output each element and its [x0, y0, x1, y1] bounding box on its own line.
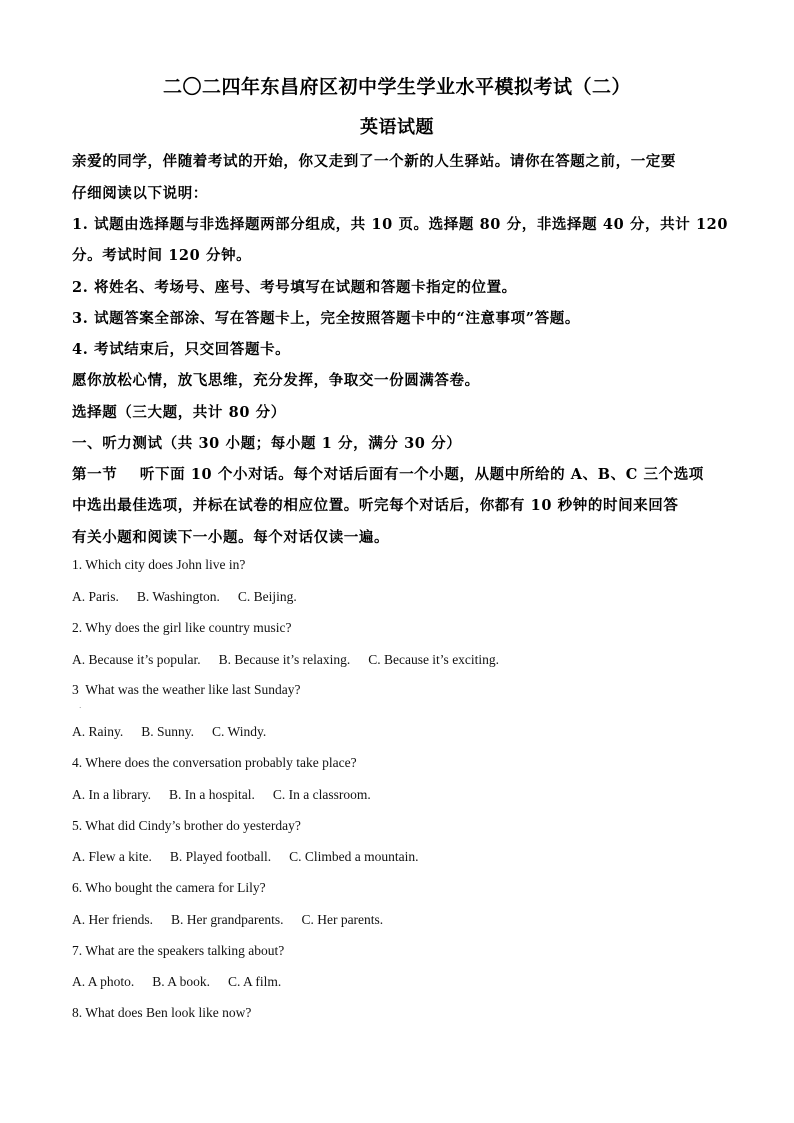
part1-heading: 一、听力测试（共 30 小题；每小题 1 分，满分 30 分）: [72, 435, 462, 452]
question-4: 4. Where does the conversation probably take place?: [72, 755, 357, 770]
question-1: 1. Which city does John live in?: [72, 557, 246, 572]
option-a: A. Her friends.: [72, 912, 153, 927]
question-2-options: [72, 652, 499, 668]
question-6: 6. Who bought the camera for Lily?: [72, 880, 266, 895]
question-1-options: [72, 589, 297, 605]
question-8: 8. What does Ben look like now?: [72, 1005, 252, 1020]
intro-line-2: 仔细阅读以下说明：: [72, 185, 208, 202]
option-a: A. In a library.: [72, 787, 151, 802]
option-b: B. A book.: [152, 974, 211, 989]
exam-title: 二〇二四年东昌府区初中学生学业水平模拟考试（二）: [162, 76, 631, 98]
question-3: 3 What was the weather like last Sunday?: [72, 682, 301, 697]
question-5-options: [72, 849, 419, 865]
question-6-options: [72, 912, 383, 928]
part1-section1-line-2: 中选出最佳选项，并标在试卷的相应位置。听完每个对话后，你都有 10 秒钟的时间来回答: [72, 497, 679, 514]
question-5: 5. What did Cindy’s brother do yesterday?: [72, 818, 301, 833]
instruction-item-2: 2. 将姓名、考场号、座号、考号填写在试题和答题卡指定的位置。: [72, 279, 517, 296]
option-a: A. A photo.: [72, 974, 135, 989]
option-b: B. Her grandparents.: [170, 912, 284, 927]
option-c: C. A film.: [228, 974, 282, 989]
option-b: B. Played football.: [169, 849, 272, 864]
part1-section1-line-1: 第一节 听下面 10 个小对话。每个对话后面有一个小题，从题中所给的 A、B、C 三个选项: [72, 466, 704, 483]
option-c: C. Beijing.: [237, 589, 297, 604]
option-b: B. Sunny.: [141, 724, 195, 739]
section-heading: 选择题（三大题，共计 80 分）: [72, 404, 286, 421]
exam-subtitle: 英语试题: [360, 117, 434, 138]
option-c: C. Because it’s exciting.: [368, 652, 500, 667]
option-a: A. Flew a kite.: [72, 849, 152, 864]
option-c: C. Climbed a mountain.: [289, 849, 419, 864]
instruction-item-1-line-1: 1. 试题由选择题与非选择题两部分组成，共 10 页。选择题 80 分，非选择题 40 分，共计 120: [72, 216, 729, 233]
instruction-item-1-line-2: 分。考试时间 120 分钟。: [72, 247, 252, 264]
question-7-options: [72, 974, 281, 990]
option-b: B. Because it’s relaxing.: [218, 652, 351, 667]
intro-line-1: 亲爱的同学，伴随着考试的开始，你又走到了一个新的人生驿站。请你在答题之前，一定要: [72, 153, 676, 170]
option-b: B. Washington.: [136, 589, 220, 604]
wish-line: 愿你放松心情，放飞思维，充分发挥，争取交一份圆满答卷。: [72, 372, 480, 389]
question-4-options: [72, 787, 371, 803]
option-a: A. Because it’s popular.: [72, 652, 201, 667]
instruction-item-4: 4. 考试结束后，只交回答题卡。: [72, 341, 291, 358]
question-2: 2. Why does the girl like country music?: [72, 620, 292, 635]
question-7: 7. What are the speakers talking about?: [72, 943, 285, 958]
instruction-item-3: 3. 试题答案全部涂、写在答题卡上，完全按照答题卡中的“注意事项”答题。: [72, 310, 580, 327]
question-3-options: [72, 724, 266, 740]
option-b: B. In a hospital.: [168, 787, 255, 802]
part1-section1-line-3: 有关小题和阅读下一小题。每个对话仅读一遍。: [72, 529, 390, 546]
option-c: C. Windy.: [212, 724, 267, 739]
option-c: C. Her parents.: [301, 912, 384, 927]
option-a: A. Rainy.: [72, 724, 124, 739]
option-c: C. In a classroom.: [272, 787, 371, 802]
stray-mark: ·: [79, 704, 82, 712]
option-a: A. Paris.: [72, 589, 119, 604]
